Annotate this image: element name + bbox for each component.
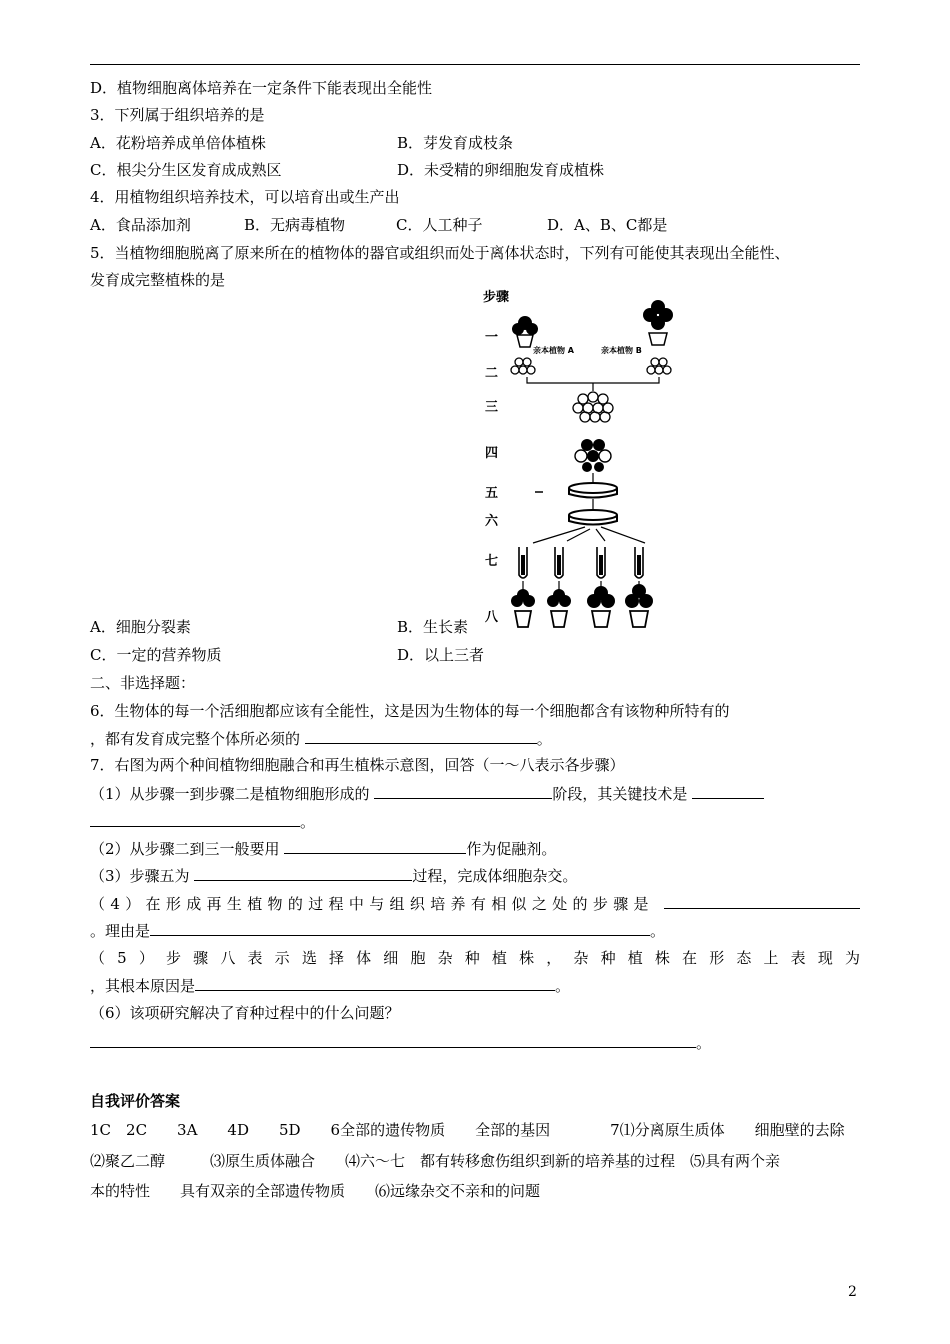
q5-option-d: D．以上三者 [397,646,485,664]
q7-1-blank-a[interactable] [374,783,552,799]
page-number: 2 [848,1284,857,1300]
q6-answer-blank[interactable] [305,728,537,744]
q7-stem: 7．右图为两个种间植物细胞融合和再生植株示意图，回答（一～八表示各步骤） [90,756,625,774]
parent-a-label: 亲本植物 A [533,346,574,355]
step-4-label: 四 [485,446,499,461]
q7-5-line2: ，其根本原因是 。 [90,977,571,995]
step-5-label: 五 [485,486,499,501]
parent-plant-a-icon [512,316,538,347]
q7-6-line: （6）该项研究解决了育种过程中的什么问题？ [90,1004,400,1022]
q4-stem: 4．用植物组织培养技术，可以培育出或生产出 [90,188,400,206]
answer-key-line1: 1C 2C 3A 4D 5D 6全部的遗传物质 全部的基因 7⑴分离原生质体 细胞壁的去除 [90,1121,845,1139]
q5-stem-line2: 发育成完整植株的是 [90,271,226,289]
q7-3-line: （3）步骤五为 过程，完成体细胞杂交。 [90,867,578,885]
q7-4-line: （4）在形成再生植物的过程中与组织培养有相似之处的步骤是 [90,893,860,914]
q3-option-a: A．花粉培养成单倍体植株 [90,134,266,152]
q7-1-line: （1）从步骤一到步骤二是植物细胞形成的 阶段，其关键技术是 [90,783,764,804]
regenerated-plants-icon [511,584,653,627]
q7-4-line2: 。理由是 。 [90,922,666,940]
q3-option-c: C．根尖分生区发育成成熟区 [90,161,282,179]
step-2-label: 二 [485,366,499,381]
culture-dish-1 [569,483,617,498]
q7-6-answer-line: 。 [90,1032,711,1053]
q2-option-d: D．植物细胞离体培养在一定条件下能表现出全能性 [90,79,433,97]
q6-text: ，都有发育成完整个体所必须的 [90,730,301,748]
step-6-label: 六 [485,514,499,529]
q7-1-line2: 。 [90,811,315,832]
q5-option-b: B．生长素 [397,618,469,636]
q7-3-blank[interactable] [194,865,412,881]
tube-plantlets [521,555,641,575]
step-8-label: 八 [485,610,499,625]
q4-option-d: D．A、B、C都是 [547,216,668,234]
branch-lines [533,527,645,543]
q5-option-a: A．细胞分裂素 [90,618,191,636]
q6-line1: 6．生物体的每一个活细胞都应该有全能性，这是因为生物体的每一个细胞都含有该物种所特有的 [90,702,730,720]
protoplasts-a [511,358,535,374]
q4-option-a: A．食品添加剂 [90,216,191,234]
q6-line2: ，都有发育成完整个体所必须的 。 [90,730,552,748]
hybrid-cell-cluster [575,439,611,472]
q4-option-c: C．人工种子 [396,216,483,234]
test-tubes [519,547,643,578]
q7-4-blank-a[interactable] [664,893,860,909]
q5-stem-line1: 5．当植物细胞脱离了原来所在的植物体的器官或组织而处于离体状态时，下列有可能使其表现出全能性、 [90,244,790,262]
q7-5-blank[interactable] [195,975,555,991]
diagram-header: 步骤 [483,290,510,305]
parent-b-label: 亲本植物 B [601,346,642,355]
q7-1-blank-c[interactable] [90,811,300,827]
q7-5-line: （5）步骤八表示选择体细胞杂种植株，杂种植株在形态上表现为 [90,949,860,967]
q7-6-blank[interactable] [90,1032,696,1048]
section-2-heading: 二、非选择题： [90,674,196,692]
q3-option-d: D．未受精的卵细胞发育成植株 [397,161,605,179]
q3-stem: 3．下列属于组织培养的是 [90,106,265,124]
header-rule [90,64,860,65]
step-1-label: 一 [485,330,499,345]
culture-dish-2 [569,510,617,525]
step-labels [485,330,499,625]
tube-to-pot-arrows [523,581,639,591]
fused-cells [573,392,613,422]
merge-bracket [527,377,659,391]
answer-key-title: 自我评价答案 [90,1092,181,1110]
q3-option-b: B．芽发育成枝条 [397,134,514,152]
q7-2-line: （2）从步骤二到三一般要用 作为促融剂。 [90,840,557,858]
q5-option-c: C．一定的营养物质 [90,646,222,664]
q7-2-blank[interactable] [284,838,466,854]
q7-1-blank-b[interactable] [692,783,764,799]
answer-key-line2: ⑵聚乙二醇 ⑶原生质体融合 ⑷六～七 都有转移愈伤组织到新的培养基的过程 ⑸具有两个亲 [90,1152,781,1170]
q4-option-b: B．无病毒植物 [244,216,346,234]
step-3-label: 三 [485,400,499,415]
cell-fusion-diagram [475,285,695,635]
protoplasts-b [647,358,671,374]
answer-key-line3: 本的特性 具有双亲的全部遗传物质 ⑹远缘杂交不亲和的问题 [90,1182,541,1200]
q7-4-blank-b[interactable] [150,920,650,936]
step-7-label: 七 [485,554,499,569]
parent-plant-b-icon [643,300,673,345]
